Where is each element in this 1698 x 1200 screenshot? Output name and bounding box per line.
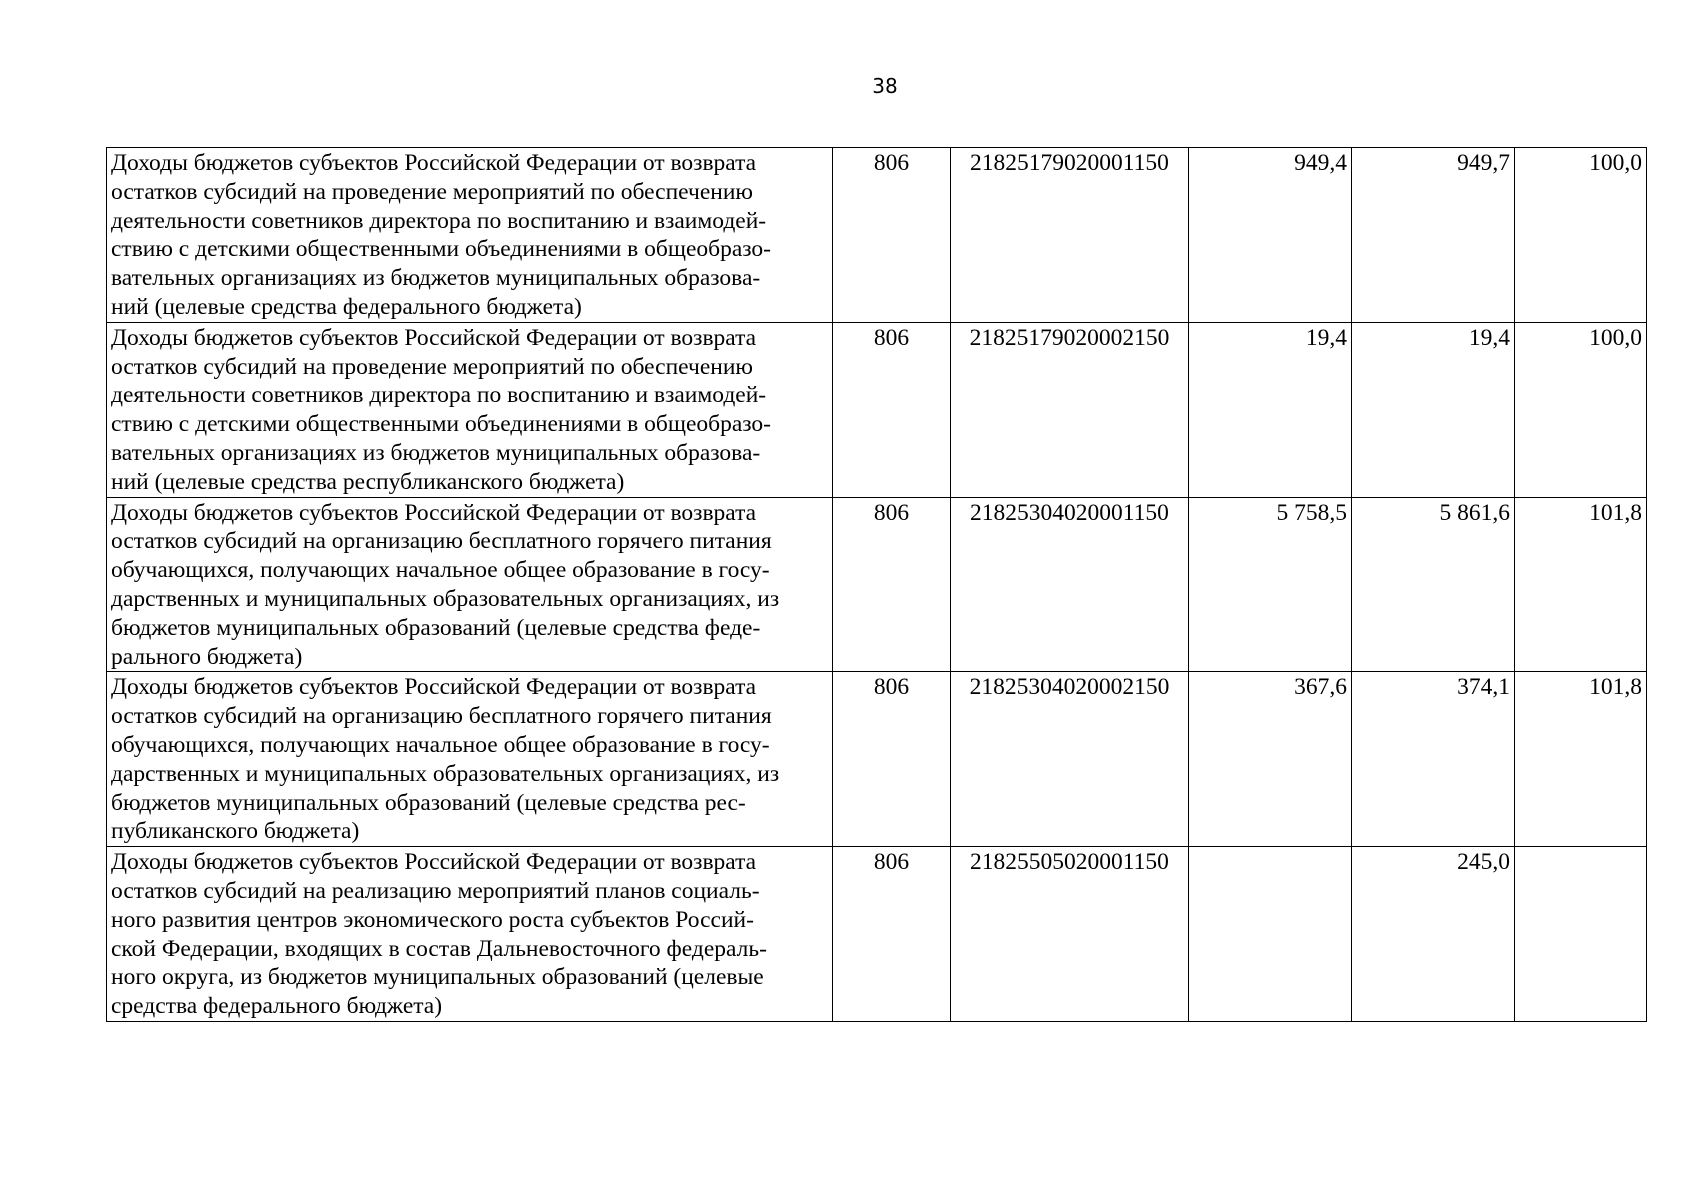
description-line: ствию с детскими общественными объединениями в общеобразо- xyxy=(111,411,771,438)
value-1-cell: 949,4 xyxy=(1189,148,1352,323)
value-2-cell: 374,1 xyxy=(1352,672,1515,847)
budget-code-cell: 21825304020001150 xyxy=(951,497,1189,672)
row-description xyxy=(107,847,833,1022)
org-code-cell: 806 xyxy=(833,847,951,1022)
org-code-cell: 806 xyxy=(833,322,951,497)
row-description xyxy=(107,148,833,323)
description-line: ного развития центров экономического роста субъектов Россий- xyxy=(111,906,754,933)
description-line: рального бюджета) xyxy=(111,643,303,670)
description-line: Доходы бюджетов субъектов Российской Федерации от возврата xyxy=(111,324,757,351)
revenue-table xyxy=(106,147,1647,1022)
description-line: остатков субсидий на организацию бесплатного горячего питания xyxy=(111,528,772,555)
description-line: бюджетов муниципальных образований (целевые средства рес- xyxy=(111,789,746,816)
description-line: дарственных и муниципальных образовательных организациях, из xyxy=(111,585,780,612)
description-line: остатков субсидий на организацию бесплатного горячего питания xyxy=(111,703,772,730)
percent-cell: 100,0 xyxy=(1515,148,1647,323)
budget-code-cell: 21825505020001150 xyxy=(951,847,1189,1022)
description-line: деятельности советников директора по воспитанию и взаимодей- xyxy=(111,382,767,409)
table-row xyxy=(107,497,1647,672)
row-description xyxy=(107,672,833,847)
page-number: 38 xyxy=(872,74,898,98)
value-1-cell: 19,4 xyxy=(1189,322,1352,497)
table-row xyxy=(107,322,1647,497)
description-line: обучающихся, получающих начальное общее образование в госу- xyxy=(111,557,770,584)
description-line: ного округа, из бюджетов муниципальных образований (целевые xyxy=(111,964,764,991)
value-2-cell: 949,7 xyxy=(1352,148,1515,323)
percent-cell: 101,8 xyxy=(1515,497,1647,672)
org-code-cell: 806 xyxy=(833,672,951,847)
budget-code-cell: 21825304020002150 xyxy=(951,672,1189,847)
description-line: ний (целевые средства федерального бюджета) xyxy=(111,293,582,320)
description-line: бюджетов муниципальных образований (целевые средства феде- xyxy=(111,614,761,641)
value-1-cell: 367,6 xyxy=(1189,672,1352,847)
description-line: ствию с детскими общественными объединениями в общеобразо- xyxy=(111,236,771,263)
description-line: публиканского бюджета) xyxy=(111,818,360,845)
percent-cell: 101,8 xyxy=(1515,672,1647,847)
org-code-cell: 806 xyxy=(833,148,951,323)
description-line: остатков субсидий на проведение мероприятий по обеспечению xyxy=(111,353,753,380)
table-row xyxy=(107,148,1647,323)
table-row xyxy=(107,672,1647,847)
description-line: деятельности советников директора по воспитанию и взаимодей- xyxy=(111,207,767,234)
budget-code-cell: 21825179020001150 xyxy=(951,148,1189,323)
value-1-cell: 5 758,5 xyxy=(1189,497,1352,672)
description-line: вательных организациях из бюджетов муниципальных образова- xyxy=(111,265,761,292)
description-line: остатков субсидий на проведение мероприятий по обеспечению xyxy=(111,178,753,205)
percent-cell: 100,0 xyxy=(1515,322,1647,497)
description-line: остатков субсидий на реализацию мероприятий планов социаль- xyxy=(111,877,760,904)
row-description xyxy=(107,497,833,672)
value-1-cell xyxy=(1189,847,1352,1022)
description-line: Доходы бюджетов субъектов Российской Федерации от возврата xyxy=(111,674,757,701)
table-row xyxy=(107,847,1647,1022)
description-line: обучающихся, получающих начальное общее образование в госу- xyxy=(111,731,770,758)
percent-cell xyxy=(1515,847,1647,1022)
value-2-cell: 5 861,6 xyxy=(1352,497,1515,672)
value-2-cell: 19,4 xyxy=(1352,322,1515,497)
description-line: вательных организациях из бюджетов муниципальных образова- xyxy=(111,439,761,466)
row-description xyxy=(107,322,833,497)
description-line: Доходы бюджетов субъектов Российской Федерации от возврата xyxy=(111,150,757,176)
description-line: ний (целевые средства республиканского бюджета) xyxy=(111,468,625,495)
budget-code-cell: 21825179020002150 xyxy=(951,322,1189,497)
description-line: Доходы бюджетов субъектов Российской Федерации от возврата xyxy=(111,849,757,876)
description-line: дарственных и муниципальных образовательных организациях, из xyxy=(111,760,780,787)
description-line: ской Федерации, входящих в состав Дальневосточного федераль- xyxy=(111,935,767,962)
org-code-cell: 806 xyxy=(833,497,951,672)
value-2-cell: 245,0 xyxy=(1352,847,1515,1022)
description-line: средства федерального бюджета) xyxy=(111,993,443,1020)
description-line: Доходы бюджетов субъектов Российской Федерации от возврата xyxy=(111,499,757,526)
